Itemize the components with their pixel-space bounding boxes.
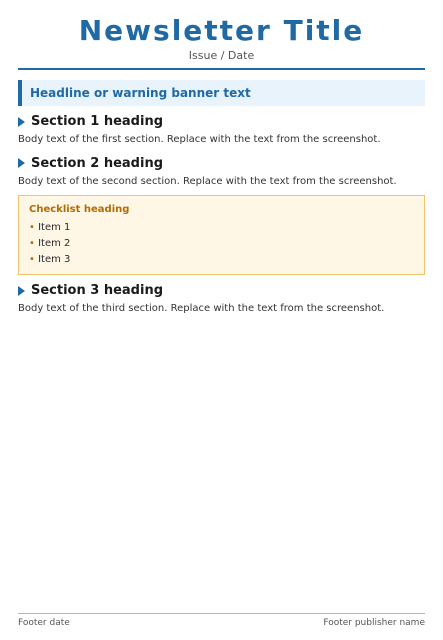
section-2-body: Body text of the second section. Replace with the text from the screenshot. — [18, 175, 397, 187]
section-3 — [18, 283, 425, 317]
section-1-body: Body text of the first section. Replace with the text from the screenshot. — [18, 134, 381, 145]
section-3-header — [18, 283, 425, 298]
checklist-item: • Item 2 — [29, 236, 414, 252]
chevron-right-icon — [18, 117, 25, 127]
section-3-title: Section 3 heading — [31, 283, 164, 298]
checklist-item: • Item 1 — [29, 220, 414, 236]
section-2-header — [18, 156, 425, 171]
newsletter-title: Newsletter Title — [78, 14, 365, 47]
checklist-box — [18, 195, 425, 275]
chevron-right-icon — [18, 158, 25, 168]
masthead — [18, 14, 425, 70]
footer — [18, 613, 425, 628]
section-3-body: Body text of the third section. Replace with the text from the screenshot. — [18, 303, 385, 314]
checklist-title: Checklist heading — [29, 204, 130, 215]
section-1 — [18, 114, 425, 148]
section-2 — [18, 156, 425, 276]
section-2-title: Section 2 heading — [31, 155, 164, 171]
checklist-item: • Item 3 — [29, 252, 414, 268]
section-1-title: Section 1 heading — [31, 114, 164, 129]
section-1-header — [18, 114, 425, 129]
footer-date: Footer date — [18, 618, 70, 628]
chevron-right-icon — [18, 286, 25, 296]
footer-publisher: Footer publisher name — [323, 618, 425, 628]
headline-banner: Headline or warning banner text — [18, 80, 425, 106]
issue-label: Issue / Date — [188, 49, 255, 62]
